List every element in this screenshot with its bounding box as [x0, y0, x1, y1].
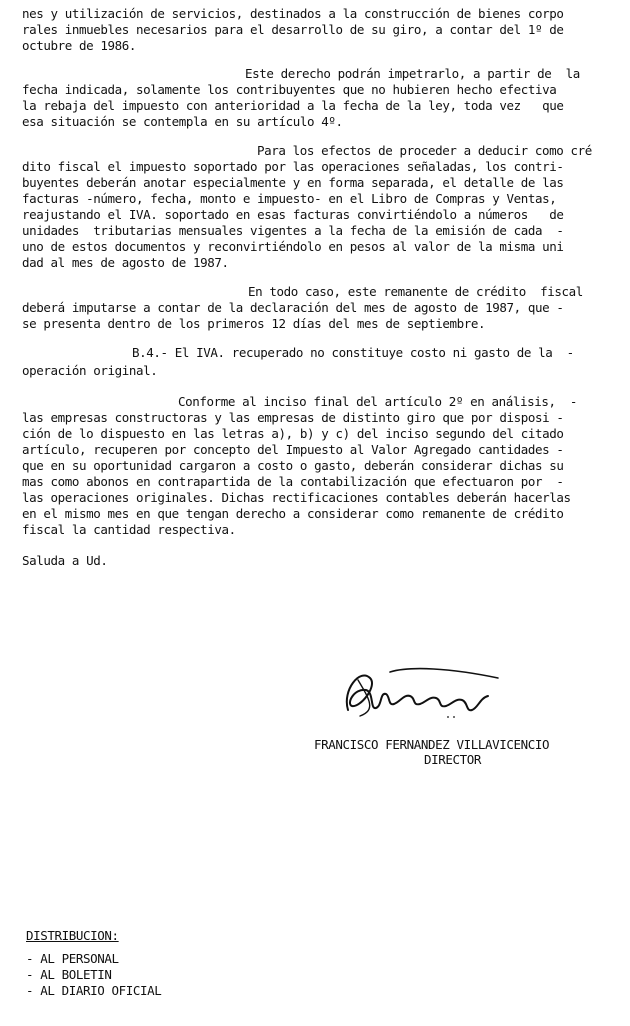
handwritten-signature — [330, 660, 510, 720]
paragraph-1-line-3: octubre de 1986. — [22, 38, 137, 53]
signatory-name: FRANCISCO FERNANDEZ VILLAVICENCIO — [314, 737, 550, 752]
distribution-heading: DISTRIBUCION: — [26, 928, 119, 943]
paragraph-6-line-9: fiscal la cantidad respectiva. — [22, 522, 236, 537]
paragraph-3-line-8: dad al mes de agosto de 1987. — [22, 255, 229, 270]
paragraph-6-line-4: artículo, recuperen por concepto del Impuesto al Valor Agregado cantidades - — [22, 442, 564, 457]
distribution-item-personal: - AL PERSONAL — [26, 951, 119, 966]
paragraph-1-line-2: rales inmuebles necesarios para el desarrollo de su giro, a contar del 1º de — [22, 22, 564, 37]
paragraph-2-line-3: la rebaja del impuesto con anterioridad a la fecha de la ley, toda vez que — [22, 98, 564, 113]
paragraph-3-line-4: facturas -número, fecha, monto e impuesto- en el Libro de Compras y Ventas, — [22, 191, 557, 206]
signatory-title: DIRECTOR — [424, 752, 482, 767]
paragraph-3-line-3: buyentes deberán anotar especialmente y en forma separada, el detalle de las — [22, 175, 564, 190]
paragraph-4-line-2: deberá imputarse a contar de la declaración del mes de agosto de 1987, que - — [22, 300, 564, 315]
paragraph-3-line-5: reajustando el IVA. soportado en esas facturas convirtiéndolo a números de — [22, 207, 564, 222]
paragraph-6-line-5: que en su oportunidad cargaron a costo o gasto, deberán considerar dichas su — [22, 458, 564, 473]
paragraph-3-line-2: dito fiscal el impuesto soportado por las operaciones señaladas, los contri- — [22, 159, 564, 174]
paragraph-2-line-2: fecha indicada, solamente los contribuyentes que no hubieren hecho efectiva — [22, 82, 557, 97]
paragraph-4-line-3: se presenta dentro de los primeros 12 días del mes de septiembre. — [22, 316, 486, 331]
paragraph-6-line-6: mas como abonos en contrapartida de la contabilización que efectuaron por - — [22, 474, 564, 489]
paragraph-2-line-4: esa situación se contempla en su artículo 4º. — [22, 114, 343, 129]
paragraph-6-line-1: Conforme al inciso final del artículo 2º en análisis, - — [178, 394, 578, 409]
paragraph-5-line-1: B.4.- El IVA. recuperado no constituye costo ni gasto de la - — [132, 345, 574, 360]
paragraph-6-line-3: ción de lo dispuesto en las letras a), b) y c) del inciso segundo del citado — [22, 426, 564, 441]
paragraph-3-line-1: Para los efectos de proceder a deducir como cré — [257, 143, 592, 158]
paragraph-6-line-8: en el mismo mes en que tengan derecho a considerar como remanente de crédito — [22, 506, 564, 521]
distribution-item-diario-oficial: - AL DIARIO OFICIAL — [26, 983, 162, 998]
paragraph-6-line-7: las operaciones originales. Dichas rectificaciones contables deberán hacerlas — [22, 490, 571, 505]
distribution-item-boletin: - AL BOLETIN — [26, 967, 112, 982]
paragraph-3-line-7: uno de estos documentos y reconvirtiéndolo en pesos al valor de la misma uni — [22, 239, 564, 254]
paragraph-5-line-2: operación original. — [22, 363, 158, 378]
paragraph-4-line-1: En todo caso, este remanente de crédito fiscal — [248, 284, 583, 299]
paragraph-3-line-6: unidades tributarias mensuales vigentes a la fecha de la emisión de cada - — [22, 223, 564, 238]
paragraph-1-line-1: nes y utilización de servicios, destinados a la construcción de bienes corpo — [22, 6, 564, 21]
paragraph-6-line-2: las empresas constructoras y las empresas de distinto giro que por disposi - — [22, 410, 564, 425]
closing-text: Saluda a Ud. — [22, 553, 108, 568]
paragraph-2-line-1: Este derecho podrán impetrarlo, a partir de la — [245, 66, 580, 81]
